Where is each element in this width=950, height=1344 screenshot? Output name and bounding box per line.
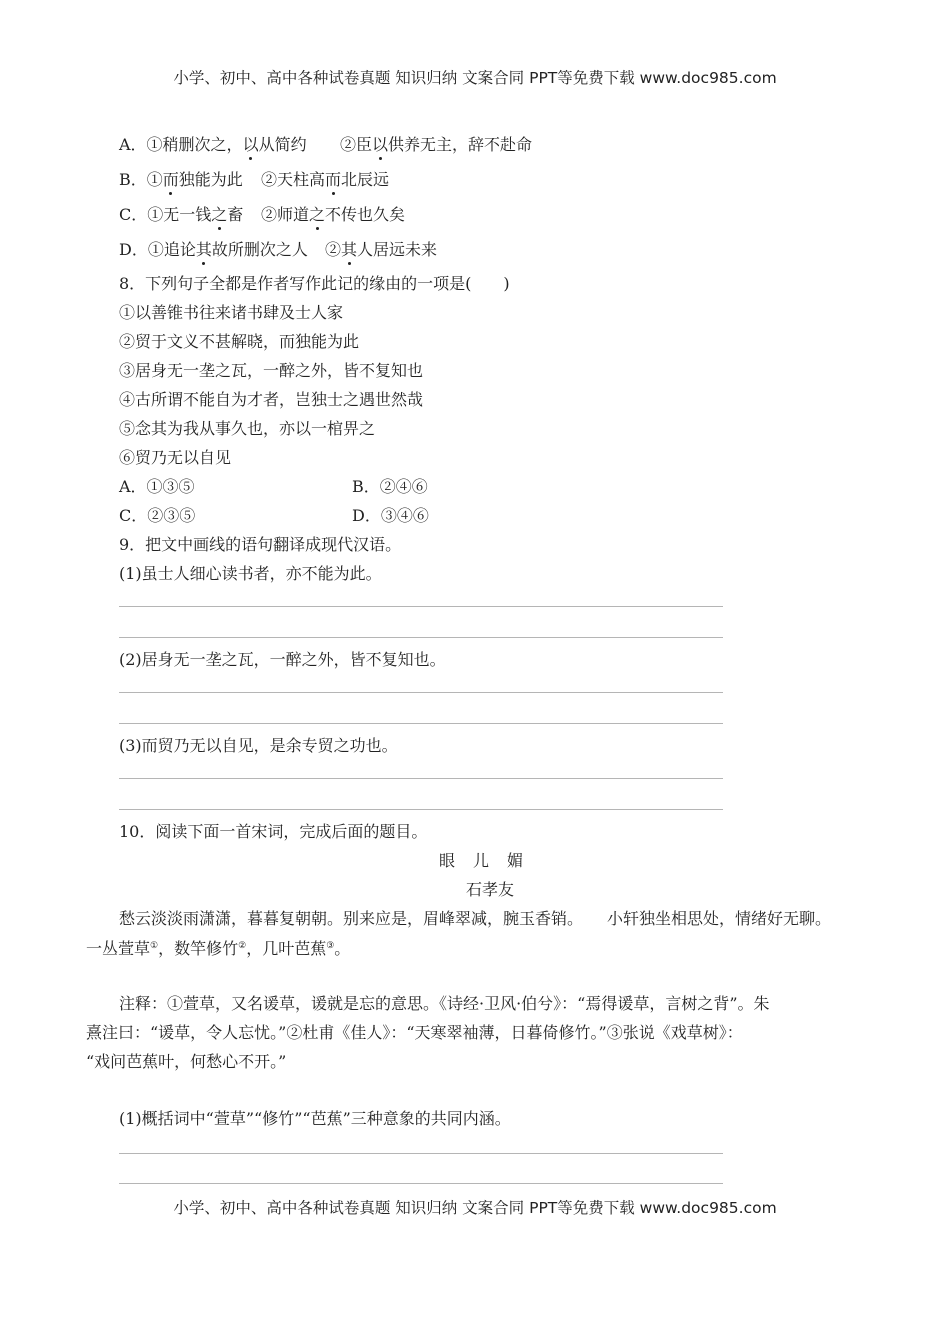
q7-a1-pre: A．①稍删次之，: [119, 135, 243, 154]
q7-a1-dotted: 以: [242, 135, 259, 154]
q10-sub-1: (1)概括词中“萱草”“修竹”“芭蕉”三种意象的共同内涵。: [119, 1109, 511, 1128]
q9-sentence-3: (3)而贸乃无以自见，是余专贸之功也。: [119, 736, 398, 755]
q7-b1-dotted: 而: [162, 170, 179, 189]
q8-option-c: C．②③⑤: [119, 506, 196, 525]
q8-item: ③居身无一垄之瓦，一醉之外，皆不复知也: [119, 361, 424, 380]
q8-item: ⑤念其为我从事久也，亦以一棺畀之: [119, 419, 376, 438]
q8-item: ①以善锥书往来诸书肆及士人家: [119, 303, 344, 322]
q7-d2-post: 人居远未来: [357, 240, 438, 259]
note-line-1: 注释：①萱草，又名谖草，谖就是忘的意思。《诗经·卫风·伯兮》：“焉得谖草，言树之背”。朱: [119, 994, 770, 1013]
footnote-mark: ③: [326, 941, 335, 951]
answer-line: [119, 606, 723, 607]
q10-stem: 10．阅读下面一首宋词，完成后面的题目。: [119, 822, 428, 841]
q8-item: ④古所谓不能自为才者，岂独士之遇世然哉: [119, 390, 424, 409]
note-line-3: “戏问芭蕉叶，何愁心不开。”: [86, 1052, 287, 1071]
q7-c2-dotted: 之: [309, 205, 326, 224]
answer-line: [119, 723, 723, 724]
q7-c1-post: 畜: [227, 205, 244, 224]
q8-option-d: D．③④⑥: [352, 506, 429, 525]
q7-a2-pre: ②臣: [340, 135, 373, 154]
q7-d2-pre: ②: [325, 240, 342, 259]
q8-item: ⑥贸乃无以自见: [119, 448, 232, 467]
answer-line: [119, 692, 723, 693]
q7-d2-dotted: 其: [341, 240, 358, 259]
answer-line: [119, 809, 723, 810]
q8-option-b: B．②④⑥: [352, 477, 428, 496]
poem-segment: 一丛萱草: [86, 939, 151, 958]
q9-sentence-1: (1)虽士人细心读书者，亦不能为此。: [119, 564, 382, 583]
q7-c2-pre: ②师道: [261, 205, 310, 224]
poem-line-2: [86, 939, 350, 959]
q7-a1-post: 从简约: [258, 135, 307, 154]
q7-b2-pre: ②天柱高: [261, 170, 326, 189]
q7-a2-dotted: 以: [372, 135, 389, 154]
page-footer: 小学、初中、高中各种试卷真题 知识归纳 文案合同 PPT等免费下载 www.doc985.com: [173, 1199, 777, 1217]
poem-segment: 。: [334, 939, 351, 958]
q7-c1-pre: C．①无一钱: [119, 205, 212, 224]
poem-title: 眼儿媚: [438, 851, 541, 870]
page-header: 小学、初中、高中各种试卷真题 知识归纳 文案合同 PPT等免费下载 www.doc985.com: [173, 69, 777, 87]
q7-option-c: [119, 205, 406, 225]
answer-line: [119, 1183, 723, 1184]
q9-stem: 9．把文中画线的语句翻译成现代汉语。: [119, 535, 402, 554]
note-line-2: 熹注曰：“谖草，令人忘忧。”②杜甫《佳人》：“天寒翠袖薄，日暮倚修竹。”③张说《戏草树》：: [86, 1023, 743, 1042]
q7-option-d: [119, 240, 438, 260]
q7-b1-post: 独能为此: [178, 170, 243, 189]
q7-a2-post: 供养无主，辞不赴命: [388, 135, 533, 154]
q7-b1-pre: B．①: [119, 170, 163, 189]
q8-stem: 8．下列句子全都是作者写作此记的缘由的一项是( ): [119, 274, 510, 293]
q7-option-b: [119, 170, 390, 190]
poem-line-1: 愁云淡淡雨潇潇，暮暮复朝朝。别来应是，眉峰翠减，腕玉香销。 小轩独坐相思处，情绪好无聊。: [119, 909, 832, 928]
q7-c1-dotted: 之: [211, 205, 228, 224]
q7-b2-dotted: 而: [325, 170, 342, 189]
answer-line: [119, 637, 723, 638]
q7-c2-post: 不传也久矣: [325, 205, 406, 224]
answer-line: [119, 1153, 723, 1154]
poem-author: 石孝友: [465, 880, 514, 899]
q7-d1-post: 故所删次之人: [211, 240, 308, 259]
q9-sentence-2: (2)居身无一垄之瓦，一醉之外，皆不复知也。: [119, 650, 446, 669]
answer-line: [119, 778, 723, 779]
q8-item: ②贸于文义不甚解晓，而独能为此: [119, 332, 360, 351]
q7-option-a: [119, 135, 533, 155]
poem-segment: ，几叶芭蕉: [246, 939, 327, 958]
footnote-mark: ②: [238, 941, 247, 951]
q7-d1-pre: D．①追论: [119, 240, 196, 259]
poem-segment: ，数竿修竹: [158, 939, 239, 958]
q7-b2-post: 北辰远: [341, 170, 390, 189]
q7-d1-dotted: 其: [195, 240, 212, 259]
footnote-mark: ①: [150, 941, 159, 951]
q8-option-a: A．①③⑤: [119, 477, 195, 496]
